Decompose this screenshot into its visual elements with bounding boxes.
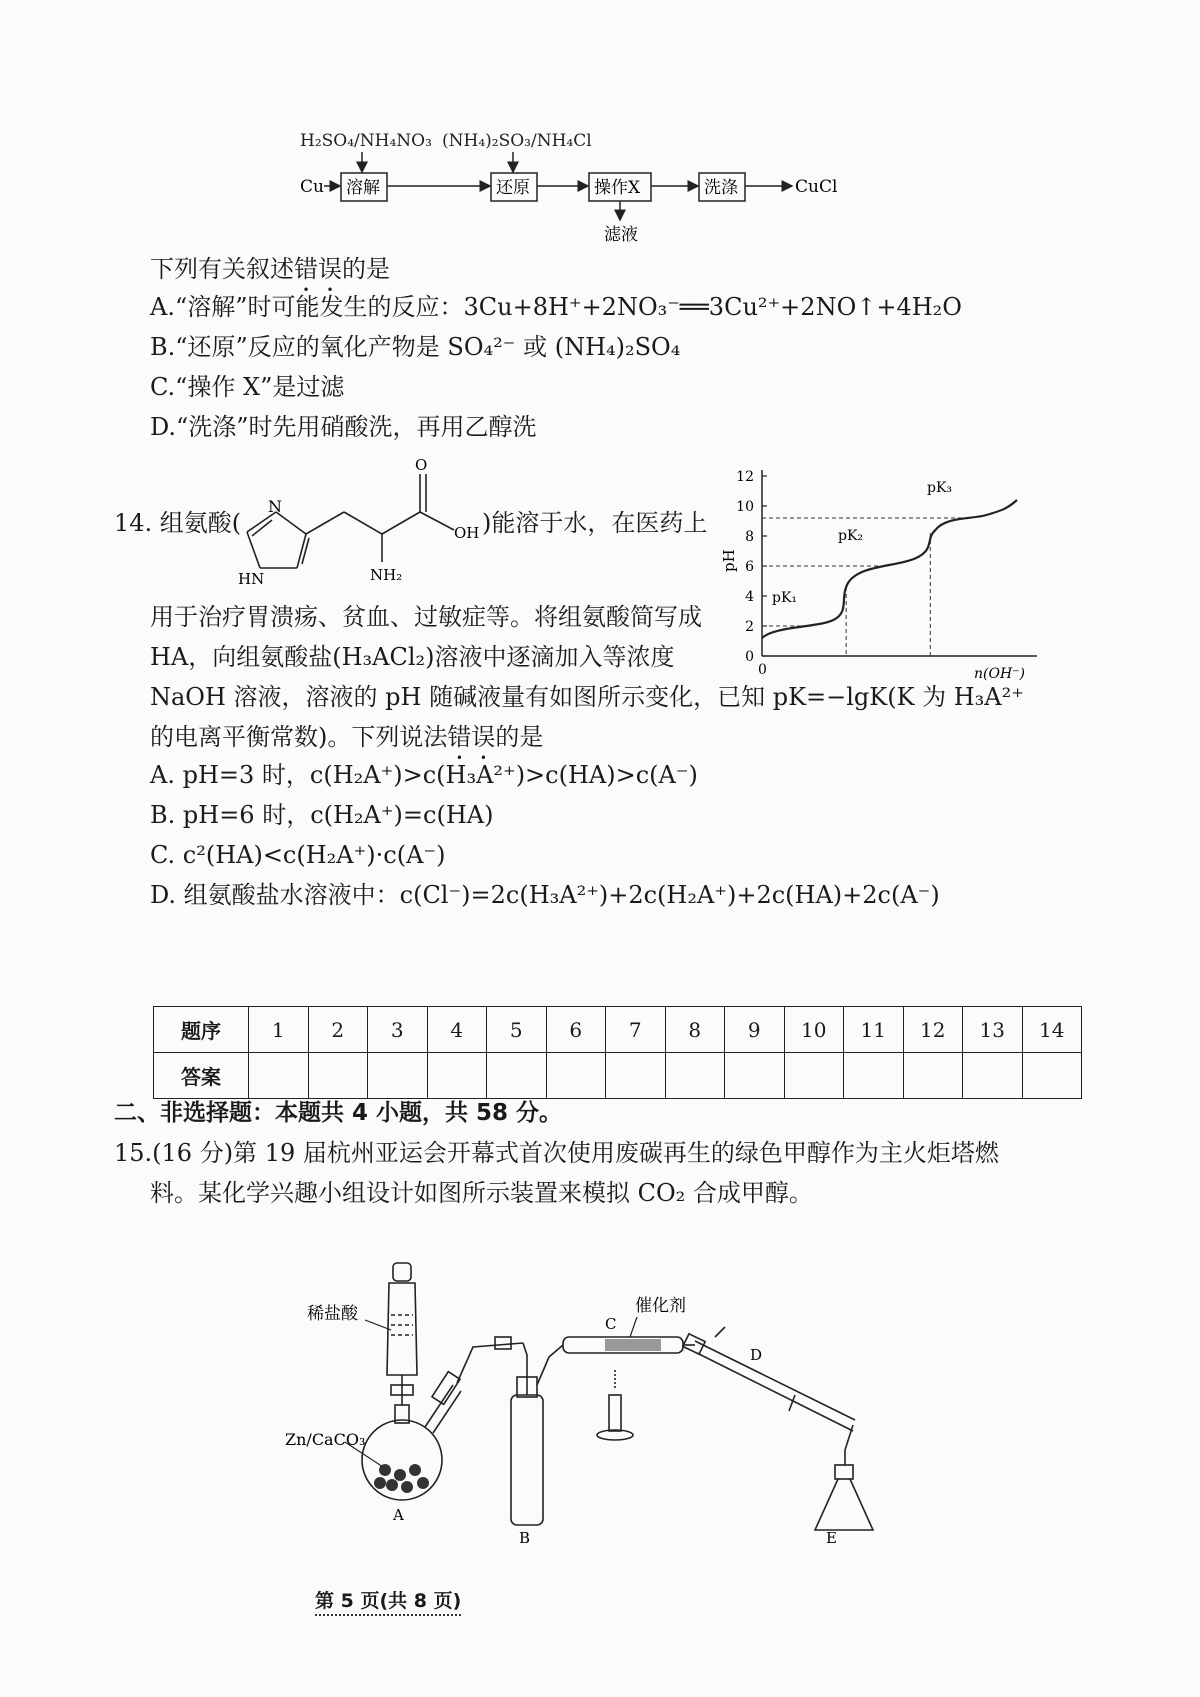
q13-option-d: D.“洗涤”时先用硝酸洗，再用乙醇洗 <box>150 413 537 441</box>
table-number-cell: 9 <box>725 1007 785 1053</box>
annotation-pk2: pK₂ <box>838 528 864 544</box>
y-tick-label: 0 <box>745 649 754 665</box>
table-number-cell: 5 <box>487 1007 547 1053</box>
apparatus-diagram <box>285 1245 945 1547</box>
flow-output: CuCl <box>795 177 838 197</box>
q15-line2: 料。某化学兴趣小组设计如图所示装置来模拟 CO₂ 合成甲醇。 <box>150 1179 813 1207</box>
chart-ylabel: pH <box>720 549 738 572</box>
page-footer: 第 5 页(共 8 页) <box>315 1586 461 1616</box>
q13-option-c: C.“操作 X”是过滤 <box>150 373 345 401</box>
label-d: D <box>750 1346 763 1364</box>
atom-hn: HN <box>238 570 265 588</box>
table-number-cell: 13 <box>963 1007 1023 1053</box>
q14-option-a: A. pH=3 时，c(H₂A⁺)>c(H₃A²⁺)>c(HA)>c(A⁻) <box>150 761 698 789</box>
answer-cell[interactable] <box>784 1053 844 1099</box>
q14-line1-pre: 14. 组氨酸( <box>114 509 242 537</box>
table-row-numbers <box>154 1007 1082 1053</box>
step-reduce: 还原 <box>496 178 530 198</box>
label-b: B <box>519 1529 531 1547</box>
label-c: C <box>605 1315 617 1333</box>
answer-cell[interactable] <box>546 1053 606 1099</box>
table-number-cell: 8 <box>665 1007 725 1053</box>
section2-title: 二、非选择题：本题共 4 小题，共 58 分。 <box>114 1100 563 1126</box>
answer-cell[interactable] <box>665 1053 725 1099</box>
q13-stem-post: 的是 <box>342 255 390 283</box>
atom-nh2: NH₂ <box>370 566 403 584</box>
label-dilute-hcl: 稀盐酸 <box>307 1304 358 1324</box>
q14-option-c: C. c²(HA)<c(H₂A⁺)·c(A⁻) <box>150 841 446 869</box>
label-zn-caco3: Zn/CaCO₃ <box>285 1430 366 1449</box>
y-tick-label: 12 <box>736 469 754 485</box>
answer-cell[interactable] <box>308 1053 368 1099</box>
step-dissolve: 溶解 <box>346 178 380 198</box>
q14-line3: HA，向组氨酸盐(H₃ACl₂)溶液中逐滴加入等浓度 <box>150 643 675 671</box>
annotation-pk1: pK₁ <box>772 590 798 606</box>
ph-titration-chart <box>722 460 1052 685</box>
step-wash: 洗涤 <box>704 178 738 198</box>
answer-cell[interactable] <box>903 1053 963 1099</box>
label-catalyst: 催化剂 <box>635 1296 686 1316</box>
y-tick-label: 4 <box>745 589 754 605</box>
reagent-reduce: (NH₄)₂SO₃/NH₄Cl <box>442 131 592 151</box>
y-tick-label: 10 <box>736 499 754 515</box>
table-number-cell: 3 <box>368 1007 428 1053</box>
q13-stem-emphasis: 错误 <box>294 255 342 283</box>
annotation-pk3: pK₃ <box>927 480 953 496</box>
table-number-cell: 10 <box>784 1007 844 1053</box>
answer-cell[interactable] <box>1022 1053 1082 1099</box>
table-number-cell: 7 <box>606 1007 666 1053</box>
table-number-cell: 12 <box>903 1007 963 1053</box>
histidine-structure <box>232 452 492 592</box>
process-flow-diagram <box>300 128 860 263</box>
q14-line5-emphasis: 错误 <box>447 723 496 751</box>
atom-o: O <box>415 456 428 474</box>
atom-oh: OH <box>454 524 480 542</box>
answer-cell[interactable] <box>368 1053 428 1099</box>
y-tick-label: 2 <box>745 619 754 635</box>
q13-option-b: B.“还原”反应的氧化产物是 SO₄²⁻ 或 (NH₄)₂SO₄ <box>150 333 681 361</box>
flow-filtrate: 滤液 <box>604 225 638 245</box>
chart-xlabel: n(OH⁻) <box>974 666 1026 682</box>
answer-cell[interactable] <box>487 1053 547 1099</box>
q14-line4: NaOH 溶液，溶液的 pH 随碱液量有如图所示变化，已知 pK=−lgK(K 为 H₃A²⁺ <box>150 683 1024 711</box>
answer-cell[interactable] <box>844 1053 904 1099</box>
q14-line1-post: )能溶于水，在医药上 <box>482 509 708 537</box>
step-operation-x: 操作X <box>594 178 641 198</box>
table-head-answer: 答案 <box>154 1053 249 1099</box>
chart-guides <box>762 518 966 656</box>
label-a: A <box>393 1506 404 1524</box>
chart-origin-label: 0 <box>758 662 767 678</box>
answer-cell[interactable] <box>606 1053 666 1099</box>
label-e: E <box>826 1529 837 1547</box>
table-number-cell: 4 <box>427 1007 487 1053</box>
answer-table <box>153 1006 1082 1099</box>
q13-option-a: A.“溶解”时可能发生的反应：3Cu+8H⁺+2NO₃⁻══3Cu²⁺+2NO↑+4H₂O <box>150 293 962 321</box>
q14-line2: 用于治疗胃溃疡、贫血、过敏症等。将组氨酸简写成 <box>150 603 702 631</box>
answer-cell[interactable] <box>427 1053 487 1099</box>
reagent-dissolve: H₂SO₄/NH₄NO₃ <box>300 131 432 151</box>
flow-input: Cu <box>300 177 324 197</box>
table-head-number: 题序 <box>154 1007 249 1053</box>
q13-stem-pre: 下列有关叙述 <box>150 255 294 283</box>
table-row-answers <box>154 1053 1082 1099</box>
q14-line5-pre: 的电离平衡常数)。下列说法 <box>150 723 448 751</box>
table-number-cell: 11 <box>844 1007 904 1053</box>
ph-curve <box>762 500 1017 638</box>
atom-n: N <box>268 497 282 516</box>
table-number-cell: 1 <box>249 1007 309 1053</box>
answer-cell[interactable] <box>249 1053 309 1099</box>
answer-cell[interactable] <box>963 1053 1023 1099</box>
table-number-cell: 2 <box>308 1007 368 1053</box>
table-number-cell: 6 <box>546 1007 606 1053</box>
q14-option-b: B. pH=6 时，c(H₂A⁺)=c(HA) <box>150 801 494 829</box>
q15-line1: 15.(16 分)第 19 届杭州亚运会开幕式首次使用废碳再生的绿色甲醇作为主火炬塔燃 <box>114 1139 999 1167</box>
q14-option-d: D. 组氨酸盐水溶液中：c(Cl⁻)=2c(H₃A²⁺)+2c(H₂A⁺)+2c(HA)+2c(A⁻) <box>150 881 940 909</box>
y-tick-label: 8 <box>745 529 754 545</box>
y-tick-label: 6 <box>745 559 754 575</box>
table-number-cell: 14 <box>1022 1007 1082 1053</box>
answer-cell[interactable] <box>725 1053 785 1099</box>
q14-line5-post: 的是 <box>495 723 544 751</box>
